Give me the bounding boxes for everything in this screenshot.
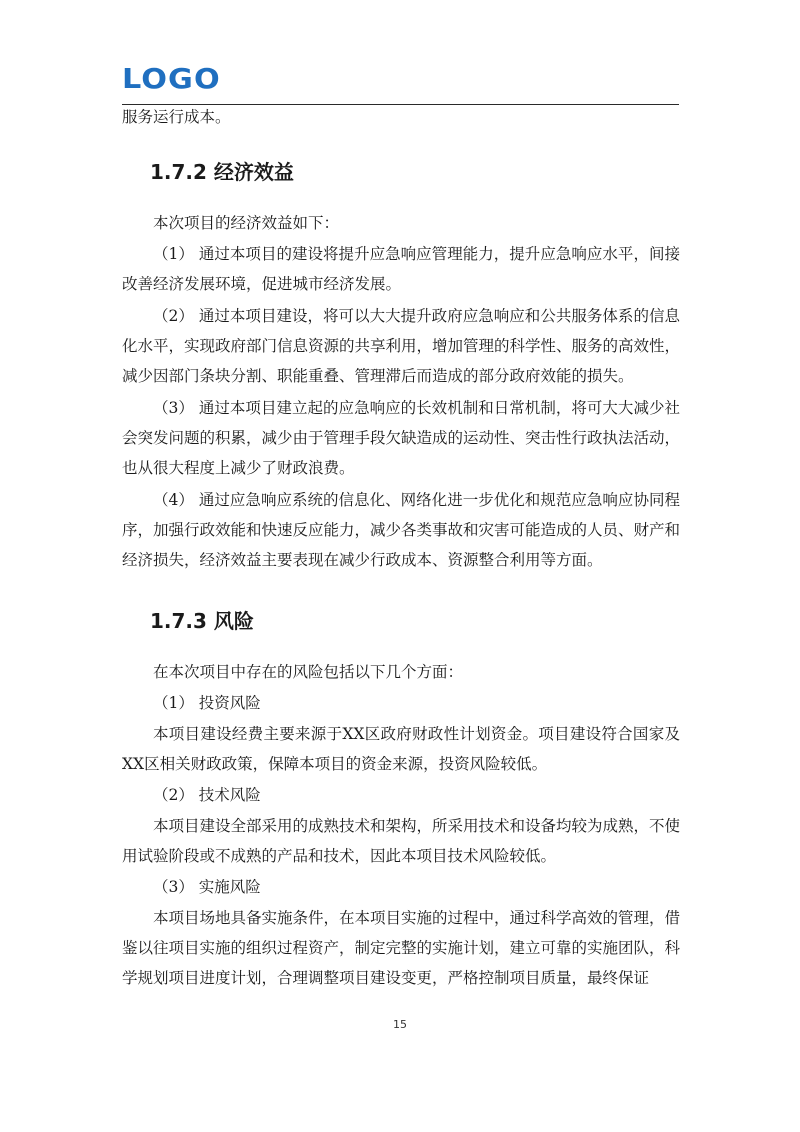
economic-benefit-item-2: （2） 通过本项目建设，将可以大大提升政府应急响应和公共服务体系的信息化水平，实现政府部门信息资源的共享利用，增加管理的科学性、服务的高效性，减少因部门条块分割、职能重叠、管理滞后而造成的部分政府效能的损失。 [122, 307, 681, 385]
economic-benefit-item-4: （4） 通过应急响应系统的信息化、网络化进一步优化和规范应急响应协同程序，加强行政效能和快速反应能力，减少各类事故和灾害可能造成的人员、财产和经济损失，经济效益主要表现在减少行政成本、资源整合利用等方面。 [122, 491, 681, 569]
logo: LOGO [122, 62, 221, 95]
risk-title-technology: （2） 技术风险 [153, 786, 261, 804]
intro-line: 服务运行成本。 [122, 108, 231, 126]
page-number: 15 [393, 1018, 407, 1031]
economic-benefit-item-1: （1） 通过本项目的建设将提升应急响应管理能力，提升应急响应水平，间接改善经济发展环境，促进城市经济发展。 [122, 245, 680, 293]
section-heading-economic-benefits: 1.7.2 经济效益 [150, 160, 294, 184]
page-header [122, 64, 679, 105]
risk-title-implementation: （3） 实施风险 [153, 878, 261, 896]
economic-benefit-item-3: （3） 通过本项目建立起的应急响应的长效机制和日常机制，将可大大减少社会突发问题的积累，减少由于管理手段欠缺造成的运动性、突击性行政执法活动，也从很大程度上减少了财政浪费。 [122, 399, 681, 477]
risk-title-investment: （1） 投资风险 [153, 694, 261, 712]
risk-body-technology: 本项目建设全部采用的成熟技术和架构，所采用技术和设备均较为成熟，不使用试验阶段或不成熟的产品和技术，因此本项目技术风险较低。 [122, 817, 681, 865]
risk-body-investment: 本项目建设经费主要来源于XX区政府财政性计划资金。项目建设符合国家及XX区相关财政政策，保障本项目的资金来源，投资风险较低。 [122, 725, 680, 773]
document-body [122, 100, 680, 993]
risk-body-implementation: 本项目场地具备实施条件，在本项目实施的过程中，通过科学高效的管理，借鉴以往项目实施的组织过程资产，制定完整的实施计划，建立可靠的实施团队，科学规划项目进度计划，合理调整项目建设变更，严格控制项目质量，最终保证 [122, 909, 681, 987]
section-heading-risk: 1.7.3 风险 [150, 609, 254, 633]
economic-benefits-lead: 本次项目的经济效益如下： [153, 214, 340, 232]
risk-lead: 在本次项目中存在的风险包括以下几个方面： [153, 663, 464, 681]
